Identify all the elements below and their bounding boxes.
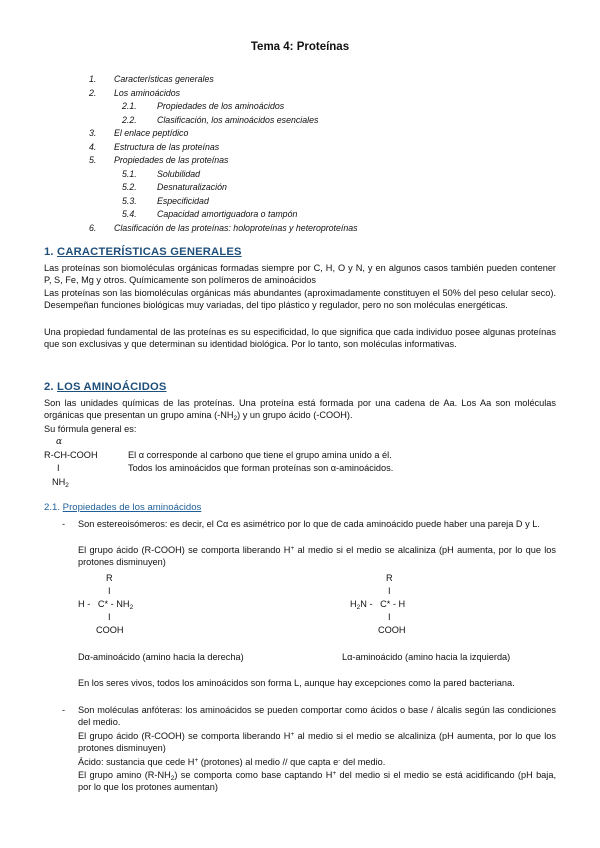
section1-paragraph-2: Las proteínas son las biomoléculas orgánicas más abundantes (aproximadamente constituyen el 50% del peso celular seco). Desempeñan funciones biológicas muy variadas, del tipo plástico y regulador, pero no son moléculas energéticas. bbox=[44, 288, 556, 311]
toc-subitem-label: Capacidad amortiguadora o tampón bbox=[157, 209, 298, 219]
d-structure-bond-top: I bbox=[108, 586, 111, 596]
toc-item-label: Propiedades de las proteínas bbox=[114, 155, 229, 165]
bullet-1-note: En los seres vivos, todos los aminoácidos son forma L, aunque hay excepciones como la pared bacteriana. bbox=[78, 678, 515, 688]
toc-subitem: 5.1. bbox=[122, 168, 137, 179]
toc-subitem-label: Solubilidad bbox=[157, 168, 201, 179]
toc-subitem-label: Especificidad bbox=[157, 195, 209, 206]
section-heading-1-link: CARACTERÍSTICAS GENERALES bbox=[57, 246, 242, 258]
section1-paragraph-3: Una propiedad fundamental de las proteínas es su especificidad, lo que significa que cada individuo posee algunas proteínas que son exclusivas y que determinan su identidad biológica. Por lo tanto, son moléculas informativas. bbox=[44, 327, 556, 350]
bullet-2-text: Son moléculas anfóteras: los aminoácidos se pueden comportar como ácidos o base / álcalis según las condiciones del medio. bbox=[78, 705, 556, 728]
table-of-contents bbox=[0, 0, 600, 240]
bullet-2-base-text: El grupo amino $(R-NH_2)$ se comporta como base captando H+ del medio si el medio se está acidificando (pH baja, por lo que los protones aumentan) bbox=[78, 770, 556, 793]
section2-paragraph-1: Son las unidades químicas de las proteínas. Una proteína está formada por una cadena de Aa. Los Aa son moléculas orgánicas que presentan un grupo amina $(-NH_2)$ y un grupo ácido (-COOH). bbox=[44, 398, 556, 423]
section-heading-2-link: LOS AMINOÁCIDOS bbox=[57, 381, 167, 393]
section-heading-1: 1. CARACTERÍSTICAS GENERALES bbox=[44, 246, 242, 258]
toc-item-label: Los aminoácidos bbox=[114, 87, 181, 98]
formula-bond: I bbox=[57, 463, 60, 473]
toc-subitem: 5.3. bbox=[122, 195, 137, 206]
l-structure-cooh: COOH bbox=[378, 625, 406, 635]
d-aminoacid-label: Dα-aminoácido (amino hacia la derecha) bbox=[78, 652, 244, 662]
formula-amine: $NH_2$ bbox=[52, 477, 69, 489]
bullet-2-acid-definition: Ácido: sustancia que cede H+ (protones) al medio // que capta e- del medio. bbox=[78, 757, 386, 767]
bullet-1-acid-text: El grupo ácido (R-COOH) se comporta liberando H+ al medio si el medio se alcaliniza (pH aumenta, por lo que los protones disminuyen) bbox=[78, 545, 557, 568]
toc-item-label: Clasificación de las proteínas: holoproteínas y heteroproteínas bbox=[114, 222, 358, 233]
toc-subitem: 2.2. bbox=[122, 114, 137, 125]
d-structure-r: R bbox=[106, 573, 113, 583]
toc-item: 3. bbox=[89, 128, 97, 138]
toc-subitem-label: Desnaturalización bbox=[157, 182, 227, 192]
d-structure-bond-bottom: I bbox=[108, 612, 111, 622]
toc-item: 1. bbox=[89, 74, 97, 84]
toc-subitem-label: Clasificación, los aminoácidos esenciales bbox=[157, 114, 319, 125]
d-structure-cooh: COOH bbox=[96, 625, 124, 635]
formula-note-1: El α corresponde al carbono que tiene el grupo amina unido a él. bbox=[128, 450, 392, 460]
toc-item-label: Características generales bbox=[114, 74, 214, 84]
bullet-dash: - bbox=[62, 705, 66, 715]
l-structure-bond-bottom: I bbox=[388, 612, 391, 622]
toc-item-label: El enlace peptídico bbox=[114, 128, 189, 138]
formula-main: R-CH-COOH bbox=[44, 450, 98, 460]
section1-paragraph-1: Las proteínas son biomoléculas orgánicas formadas siempre por C, H, O y N, y en algunos casos también pueden contener P, S, Fe, Mg y otros. Químicamente son polímeros de aminoácidos bbox=[44, 263, 556, 286]
toc-item-label: Estructura de las proteínas bbox=[114, 141, 220, 152]
toc-subitem: 5.4. bbox=[122, 209, 137, 219]
toc-item: 4. bbox=[89, 141, 97, 152]
formula-label: Su fórmula general es: bbox=[44, 424, 137, 434]
d-structure-center: H - $C* - NH_2$ bbox=[78, 599, 134, 611]
l-aminoacid-label: Lα-aminoácido (amino hacia la izquierda) bbox=[342, 652, 511, 662]
bullet-2-acid-text: El grupo ácido (R-COOH) se comporta liberando H+ al medio si el medio se alcaliniza (pH aumenta, por lo que los protones disminuyen) bbox=[78, 731, 557, 754]
toc-subitem: 5.2. bbox=[122, 182, 137, 192]
subsection-heading-2-1: 2.1. Propiedades de los aminoácidos bbox=[44, 502, 202, 513]
bullet-dash: - bbox=[62, 519, 66, 529]
l-structure-bond-top: I bbox=[388, 586, 391, 596]
bullet-1-text: Son estereoisómeros: es decir, el Cα es asimétrico por lo que de cada aminoácido puede haber una pareja D y L. bbox=[78, 519, 540, 529]
toc-subitem-label: Propiedades de los aminoácidos bbox=[157, 101, 285, 111]
l-structure-r: R bbox=[386, 573, 393, 583]
l-structure-center: $H_2N - C*$ - H bbox=[350, 599, 406, 611]
page-title: Tema 4: Proteínas bbox=[250, 41, 350, 53]
toc-subitem: 2.1. bbox=[122, 101, 137, 111]
alpha-symbol: α bbox=[56, 437, 63, 447]
formula-note-2: Todos los aminoácidos que forman proteínas son α-aminoácidos. bbox=[128, 463, 394, 473]
toc-item: 5. bbox=[89, 155, 97, 165]
subsection-heading-2-1-link: Propiedades de los aminoácidos bbox=[62, 502, 202, 513]
toc-item: 2. bbox=[89, 87, 97, 98]
section-heading-2: 2. LOS AMINOÁCIDOS bbox=[44, 381, 167, 393]
toc-item: 6. bbox=[89, 222, 97, 233]
